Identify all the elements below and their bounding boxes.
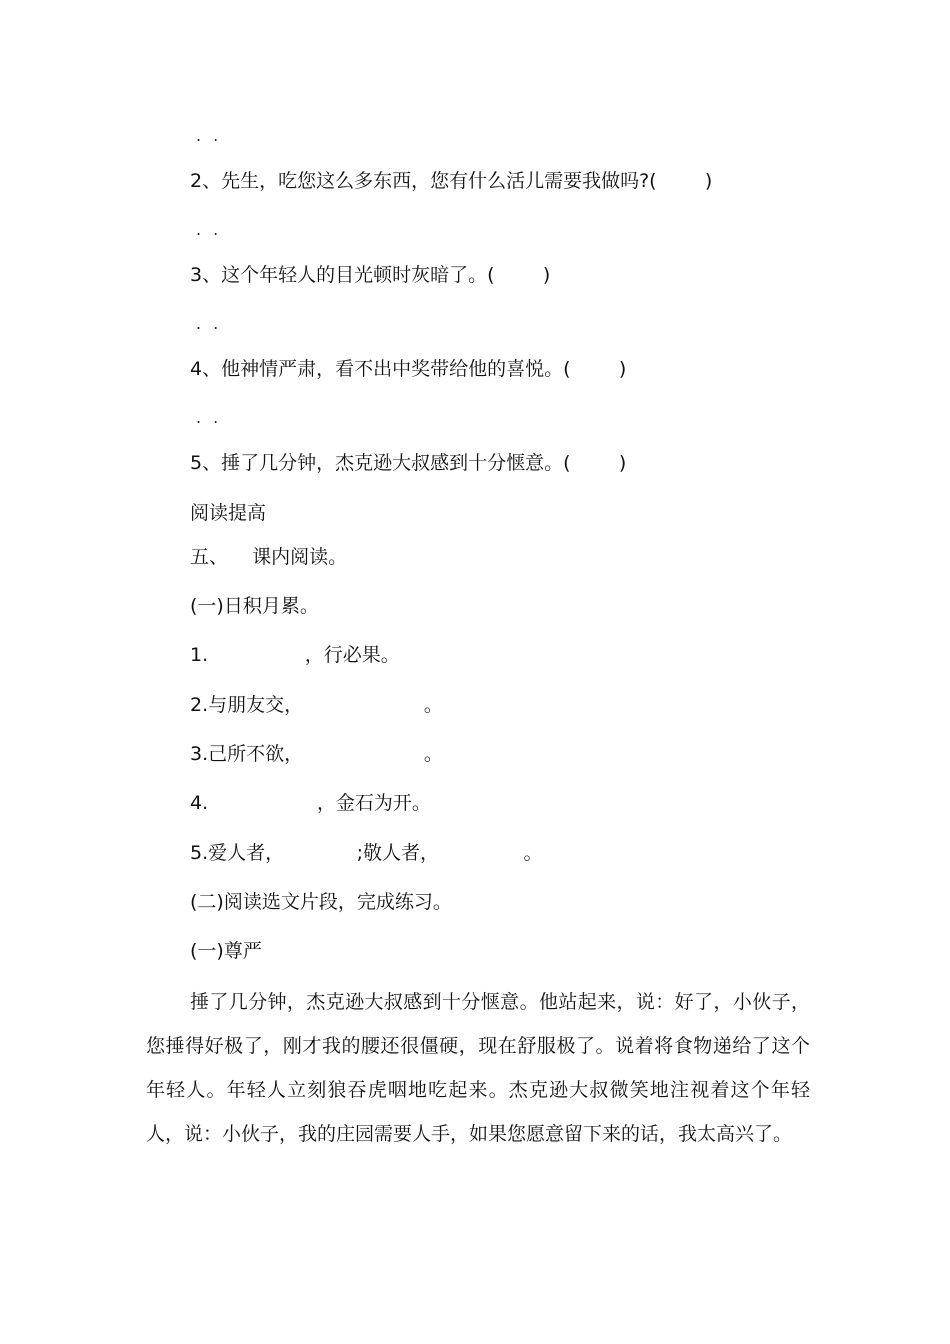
passage-text: 捶了几分钟，杰克逊大叔感到十分惬意。他站起来，说：好了，小伙子，您捶得好极了，刚才我的腰还很僵硬，现在舒服极了。说着将食物递给了这个年轻人。年轻人立刻狼吞虎咽地吃起来。杰克逊大叔微笑地注视着这个年轻人，说：小伙子，我的庄园需要人手，如果您愿意留下来的话，我太高兴了。 [146,991,810,1145]
emphasis-dots: .. [196,220,231,239]
emphasis-dots: .. [196,408,231,427]
fill-blank-item: 5.爱人者， ;敬人者， 。 [190,842,543,864]
subsection-heading: (二)阅读选文片段，完成练习。 [190,891,452,913]
fill-blank-item: 4. ，金石为开。 [190,792,431,814]
part-five-heading: 五、 课内阅读。 [190,546,348,568]
passage-title: (一)尊严 [190,940,262,962]
question-3: 3、这个年轻人的目光顿时灰暗了。( ) [190,264,551,286]
question-4: 4、他神情严肃，看不出中奖带给他的喜悦。( ) [190,358,627,380]
question-2: 2、先生，吃您这么多东西，您有什么活儿需要我做吗?( ) [190,170,713,192]
subsection-heading: (一)日积月累。 [190,595,319,617]
fill-blank-item: 1. ，行必果。 [190,644,400,666]
fill-blank-item: 2.与朋友交， 。 [190,694,443,716]
fill-blank-item: 3.己所不欲， 。 [190,743,443,765]
question-5: 5、捶了几分钟，杰克逊大叔感到十分惬意。( ) [190,452,627,474]
emphasis-dots: .. [196,314,231,333]
section-heading: 阅读提高 [190,502,267,524]
emphasis-dots: .. [196,126,231,145]
